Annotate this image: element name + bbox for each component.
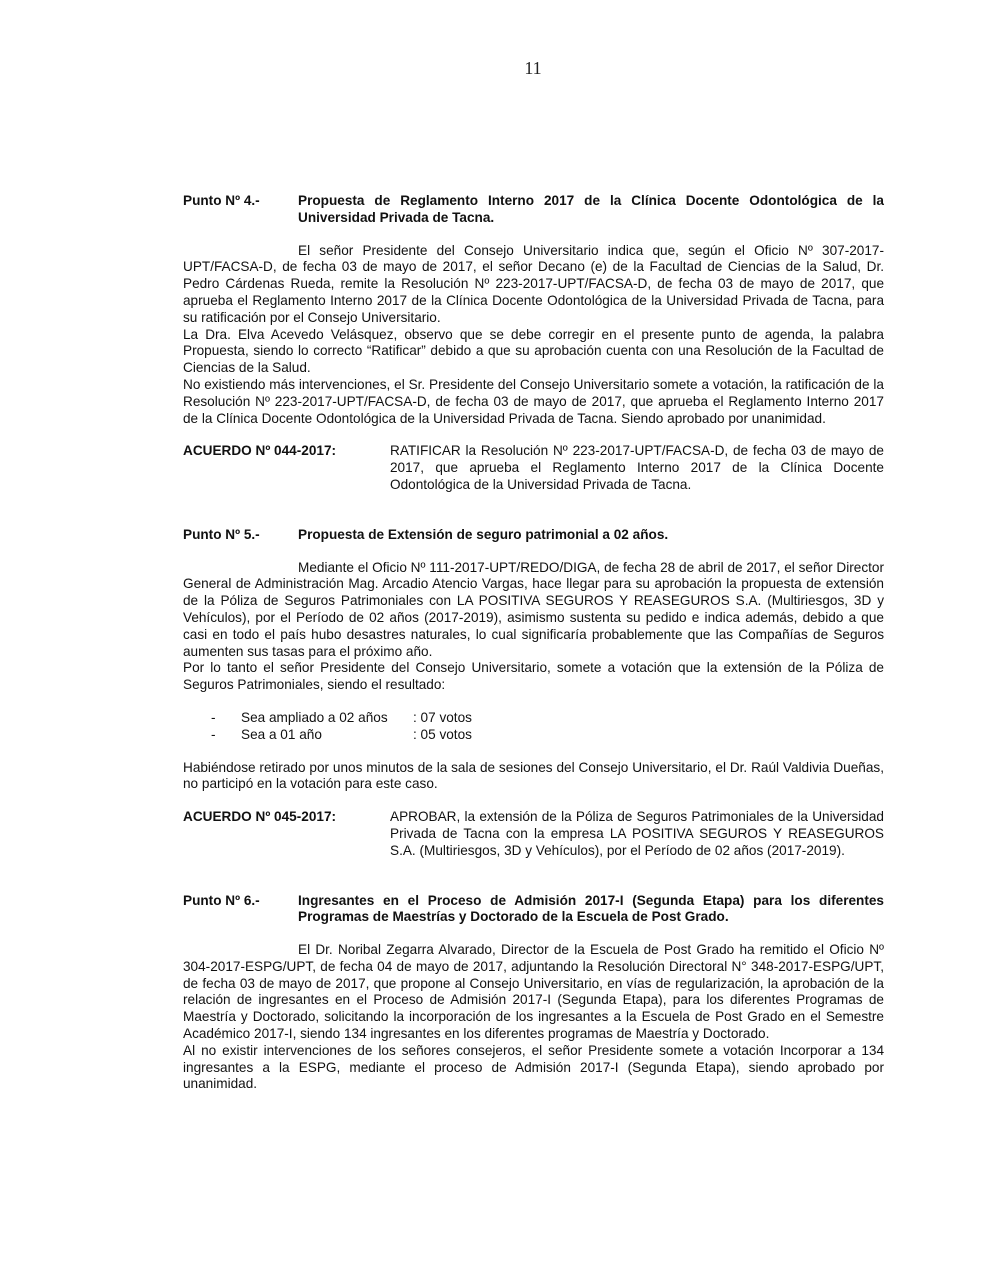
section-title: Propuesta de Extensión de seguro patrimonial a 02 años. — [298, 526, 669, 542]
section-title: Ingresantes en el Proceso de Admisión 2017-I (Segunda Etapa) para los diferentes Programas de Maestrías y Doctorado de la Escuela de Post Grado. — [298, 892, 884, 925]
paragraph: Por lo tanto el señor Presidente del Consejo Universitario, somete a votación que la extensión de la Póliza de Seguros Patrimoniales, siendo el resultado: — [183, 660, 884, 693]
acuerdo-044 — [183, 443, 884, 493]
acuerdo-text: APROBAR, la extensión de la Póliza de Seguros Patrimoniales de la Universidad Privada de Tacna con la empresa LA POSITIVA SEGUROS Y REASEGUROS S.A. (Multiriesgos, 3D y Vehículos), por el Período de 02 años (2017-2019). — [390, 809, 884, 858]
section-number: Punto Nº 4.- — [183, 193, 260, 208]
vote-results — [211, 710, 884, 744]
paragraph: Mediante el Oficio Nº 111-2017-UPT/REDO/DIGA, de fecha 28 de abril de 2017, el señor Director General de Administración Mag. Arcadio Atencio Vargas, hace llegar para su aprobación la propuesta de extensión de la Póliza de Seguros Patrimoniales con LA POSITIVA SEGUROS Y REASEGUROS S.A. (Multiriesgos, 3D y Vehículos), por el Período de 02 años (2017-2019), asimismo sustenta su pedido e indica además, debido a que casi en todo el país hubo desastres naturales, lo cual significaría probablemente que las Compañías de Seguros aumenten sus tasas para el próximo año. — [183, 559, 884, 659]
section-title: Propuesta de Reglamento Interno 2017 de la Clínica Docente Odontológica de la Universidad Privada de Tacna. — [298, 193, 884, 225]
paragraph: La Dra. Elva Acevedo Velásquez, observo que se debe corregir en el presente punto de agenda, la palabra Propuesta, siendo lo correcto “Ratificar” debido a que su aprobación cuenta con una Resolución de la Facultad de Ciencias de la Salud. — [183, 326, 884, 376]
page-number: 11 — [524, 58, 542, 78]
acuerdo-label: ACUERDO Nº 044-2017: — [183, 443, 337, 459]
vote-option: Sea a 01 año — [241, 726, 322, 742]
document-body — [183, 193, 884, 1093]
section-number: Punto Nº 5.- — [183, 526, 260, 542]
paragraph: El señor Presidente del Consejo Universitario indica que, según el Oficio Nº 307-2017-UPT/FACSA-D, de fecha 03 de mayo de 2017, el señor Decano (e) de la Facultad de Ciencias de la Salud, Dr. Pedro Cárdenas Rueda, remite la Resolución Nº 223-2017-UPT/FACSA-D, de fecha 03 de mayo de 2017, que aprueba el Reglamento Interno 2017 de la Clínica Docente Odontológica de la Universidad Privada de Tacna, para su ratificación por el Consejo Universitario. — [183, 242, 884, 325]
list-bullet: - — [211, 726, 216, 742]
paragraph: El Dr. Noribal Zegarra Alvarado, Director de la Escuela de Post Grado ha remitido el Oficio Nº 304-2017-ESPG/UPT, de fecha 04 de mayo de 2017, adjuntando la Resolución Directoral N° 348-2017-ESPG/UPT, de fecha 03 de mayo de 2017, que propone al Consejo Universitario, en vías de regularización, la aprobación de la relación de ingresantes en el Proceso de Admisión 2017-I (Segunda Etapa), para los diferentes Programas de Maestría y Doctorado, solicitando la incorporación de los ingresantes a la Escuela de Post Grado en el Semestre Académico 2017-I, siendo 134 ingresantes en los diferentes programas de Maestría y Doctorado. — [183, 942, 884, 1042]
paragraph-note: Habiéndose retirado por unos minutos de la sala de sesiones del Consejo Universitario, el Dr. Raúl Valdivia Dueñas, no participó en la votación para este caso. — [183, 759, 884, 792]
vote-result: : 05 votos — [413, 726, 472, 742]
paragraph: No existiendo más intervenciones, el Sr. Presidente del Consejo Universitario somete a votación, la ratificación de la Resolución Nº 223-2017-UPT/FACSA-D, de fecha 03 de mayo de 2017, que aprueba el Reglamento Interno 2017 de la Clínica Docente Odontológica de la Universidad Privada de Tacna. Siendo aprobado por unanimidad. — [183, 376, 884, 426]
vote-row — [211, 710, 884, 727]
vote-result: : 07 votos — [413, 709, 472, 725]
paragraph: Al no existir intervenciones de los señores consejeros, el señor Presidente somete a votación Incorporar a 134 ingresantes a la ESPG, mediante el proceso de Admisión 2017-I (Segunda Etapa), siendo aprobado por unanimidad. — [183, 1042, 884, 1092]
vote-option: Sea ampliado a 02 años — [241, 709, 388, 725]
acuerdo-label: ACUERDO Nº 045-2017: — [183, 809, 337, 825]
section-heading-punto-6 — [183, 893, 884, 927]
acuerdo-text: RATIFICAR la Resolución Nº 223-2017-UPT/FACSA-D, de fecha 03 de mayo de 2017, que aprueba el Reglamento Interno 2017 de la Clínica Docente Odontológica de la Universidad Privada de Tacna. — [390, 443, 884, 492]
section-heading-punto-4 — [183, 193, 884, 227]
list-bullet: - — [211, 709, 216, 725]
vote-row — [211, 727, 884, 744]
section-number: Punto Nº 6.- — [183, 892, 260, 908]
acuerdo-045 — [183, 809, 884, 859]
section-heading-punto-5 — [183, 527, 884, 544]
